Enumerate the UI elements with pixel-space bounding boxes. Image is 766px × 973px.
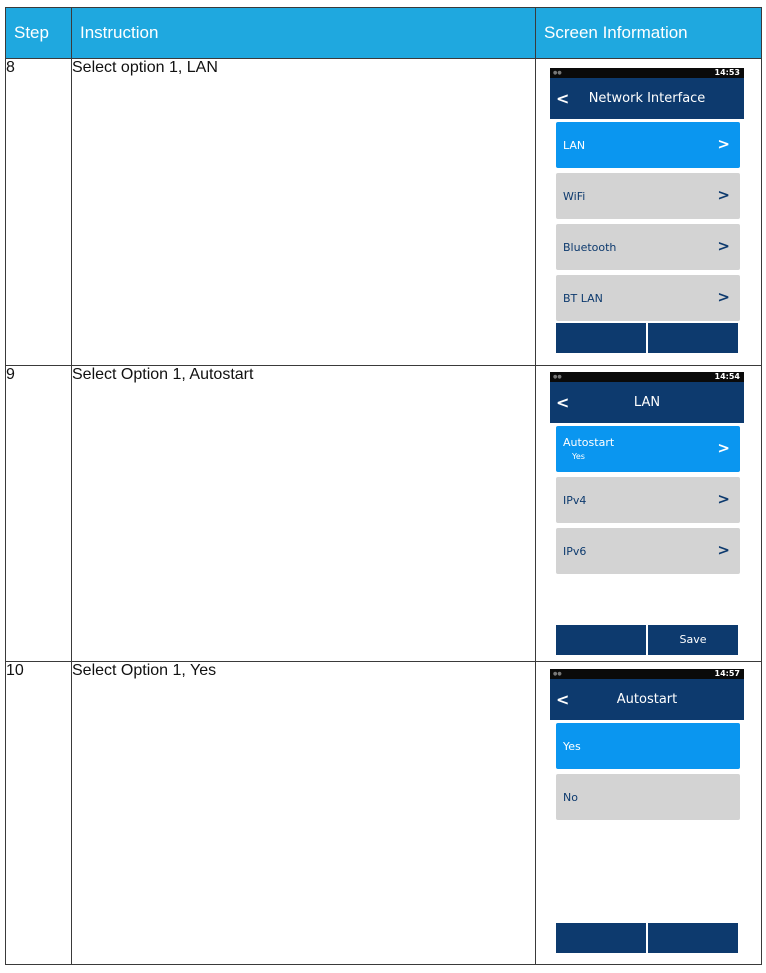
instruction-text: Select Option 1, Autostart — [72, 366, 536, 662]
table-row — [6, 366, 762, 662]
header-screen-information: Screen Information — [536, 8, 762, 59]
signal-icon: ●● — [553, 70, 562, 76]
screen-title: LAN — [633, 395, 661, 410]
terminal-screen — [550, 669, 744, 954]
chevron-right-icon: > — [717, 541, 730, 559]
signal-icon: ●● — [553, 374, 562, 380]
step-number: 9 — [6, 366, 72, 662]
step-number: 8 — [6, 59, 72, 366]
menu-item-label: Autostart — [563, 436, 615, 449]
table-header-row — [6, 8, 762, 59]
menu-item-label: No — [563, 791, 578, 804]
menu-list — [550, 720, 744, 820]
menu-item-ipv4[interactable] — [556, 477, 740, 523]
menu-item-bluetooth[interactable] — [556, 224, 740, 270]
screen-title: Network Interface — [588, 91, 706, 106]
steps-table — [5, 7, 762, 965]
chevron-right-icon: > — [717, 439, 730, 457]
screen-title: Autostart — [616, 692, 678, 707]
menu-item-ipv6[interactable] — [556, 528, 740, 574]
step-number: 10 — [6, 662, 72, 965]
menu-item-yes[interactable] — [556, 723, 740, 769]
status-time: 14:54 — [714, 372, 740, 381]
screen-title-bar — [550, 382, 744, 423]
menu-item-no[interactable] — [556, 774, 740, 820]
terminal-screen — [550, 68, 744, 353]
save-button[interactable]: Save — [648, 625, 738, 655]
bottom-left-button[interactable] — [556, 625, 646, 655]
instruction-text: Select option 1, LAN — [72, 59, 536, 366]
screen-information-cell — [536, 59, 762, 366]
screen-information-cell — [536, 366, 762, 662]
chevron-right-icon: > — [717, 186, 730, 204]
screen-title-bar — [550, 679, 744, 720]
bottom-left-button[interactable] — [556, 323, 646, 353]
chevron-left-icon[interactable]: < — [556, 89, 570, 108]
status-bar — [550, 68, 744, 78]
bottom-left-button[interactable] — [556, 923, 646, 953]
menu-item-label: IPv4 — [563, 494, 587, 507]
menu-item-label: LAN — [563, 139, 586, 152]
header-step: Step — [6, 8, 72, 59]
status-bar — [550, 669, 744, 679]
status-time: 14:57 — [714, 669, 740, 678]
menu-list — [550, 119, 744, 321]
signal-icon: ●● — [553, 671, 562, 677]
table-row — [6, 59, 762, 366]
menu-list — [550, 423, 744, 574]
menu-item-label: IPv6 — [563, 545, 587, 558]
status-bar — [550, 372, 744, 382]
menu-item-label: Bluetooth — [563, 241, 617, 254]
status-time: 14:53 — [714, 68, 740, 77]
menu-item-label: Yes — [563, 740, 581, 753]
bottom-right-button[interactable] — [648, 323, 738, 353]
chevron-left-icon[interactable]: < — [556, 393, 570, 412]
menu-item-autostart[interactable] — [556, 426, 740, 472]
terminal-screen — [550, 372, 744, 657]
bottom-button-bar — [556, 923, 738, 953]
header-instruction: Instruction — [72, 8, 536, 59]
menu-item-label: BT LAN — [563, 292, 603, 305]
screen-information-cell — [536, 662, 762, 965]
table-row — [6, 662, 762, 965]
bottom-button-bar — [556, 323, 738, 353]
chevron-right-icon: > — [717, 288, 730, 306]
screen-title-bar — [550, 78, 744, 119]
chevron-left-icon[interactable]: < — [556, 690, 570, 709]
menu-item-wifi[interactable] — [556, 173, 740, 219]
menu-item-bt-lan[interactable] — [556, 275, 740, 321]
menu-item-sublabel: Yes — [572, 452, 585, 461]
instruction-text: Select Option 1, Yes — [72, 662, 536, 965]
menu-item-label: WiFi — [563, 190, 586, 203]
chevron-right-icon: > — [717, 237, 730, 255]
menu-item-lan[interactable] — [556, 122, 740, 168]
chevron-right-icon: > — [717, 135, 730, 153]
bottom-right-button[interactable] — [648, 923, 738, 953]
bottom-button-bar — [556, 625, 738, 655]
chevron-right-icon: > — [717, 490, 730, 508]
